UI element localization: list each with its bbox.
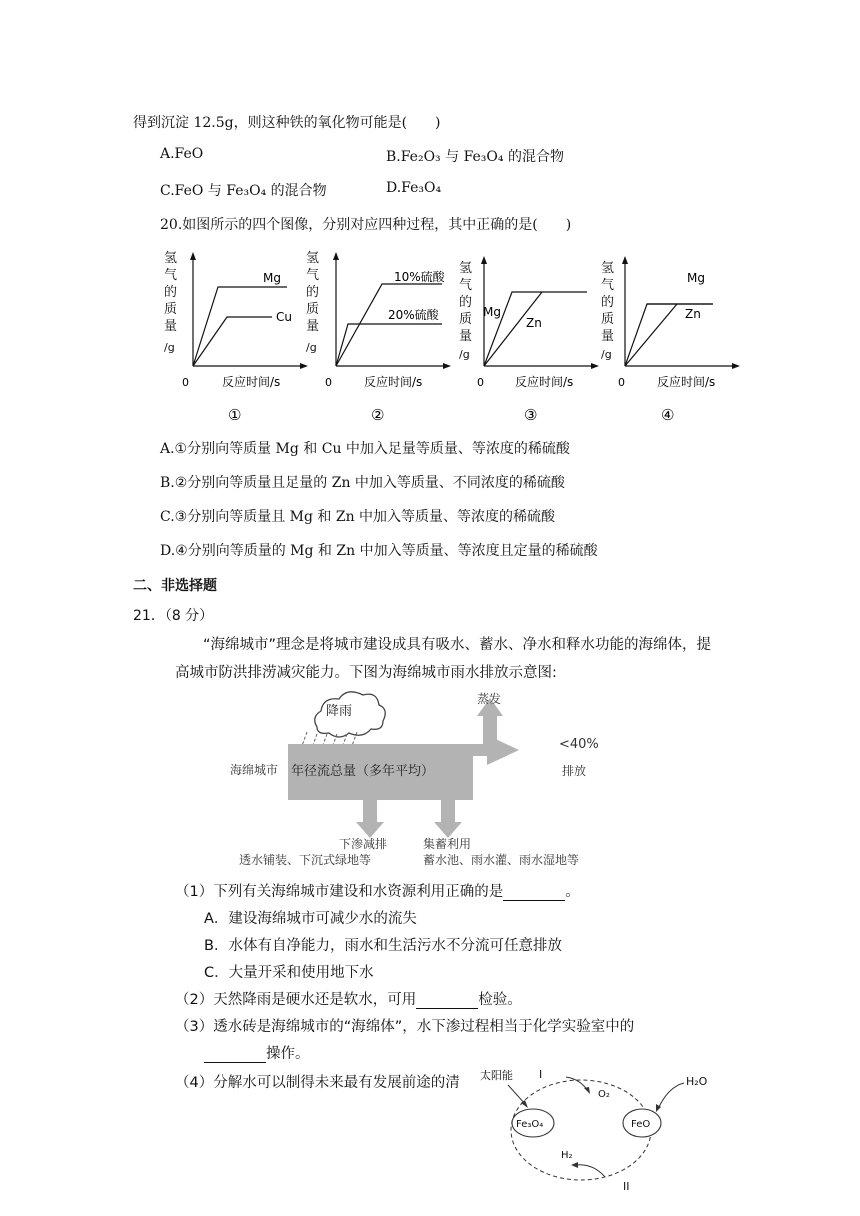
graph-number: ② xyxy=(371,406,385,424)
rain-label: 降雨 xyxy=(326,704,353,719)
y-axis-arrow xyxy=(333,252,339,260)
graph-1 xyxy=(160,248,310,428)
infiltration-arrow xyxy=(356,800,384,838)
h2-arrowhead xyxy=(571,1162,578,1168)
feo-label: FeO xyxy=(631,1119,651,1130)
ylabel-char: 量 xyxy=(306,319,320,334)
xlabel: 反应时间/s xyxy=(515,375,574,389)
q20-stem: 20.如图所示的四个图像，分别对应四种过程，其中正确的是( ) xyxy=(160,217,572,233)
ylabel-unit: /g xyxy=(459,348,470,361)
upper-label: Mg xyxy=(263,271,281,285)
ylabel-unit: /g xyxy=(164,341,175,354)
origin-label: 0 xyxy=(182,376,189,389)
xlabel: 反应时间/s xyxy=(657,375,716,389)
q19-option-a: A.FeO xyxy=(160,146,204,162)
ylabel-char: 气 xyxy=(306,268,320,283)
q20-option-b: B.②分别向等质量且足量的 Zn 中加入等质量、不同浓度的稀硫酸 xyxy=(160,475,565,491)
infiltration-examples: 透水铺装、下沉式绿地等 xyxy=(239,853,372,867)
q21-intro-line2: 高城市防洪排涝减灾能力。下图为海绵城市雨水排放示意图: xyxy=(175,665,557,681)
upper-label: Mg xyxy=(687,271,705,285)
ylabel-char: 质 xyxy=(601,312,615,327)
part3-end: 操作。 xyxy=(266,1046,310,1062)
ylabel-char: 质 xyxy=(164,302,178,317)
ylabel-char: 氢 xyxy=(459,261,473,276)
part2-end: 检验。 xyxy=(478,992,522,1008)
part1-end: 。 xyxy=(565,884,580,900)
q20-option-a: A.①分别向等质量 Mg 和 Cu 中加入足量等质量、等浓度的稀硫酸 xyxy=(160,441,570,457)
curve-upper xyxy=(336,284,442,366)
ylabel-char: 的 xyxy=(601,295,615,310)
ylabel-char: 气 xyxy=(601,278,615,293)
q19-option-b: B.Fe₂O₃ 与 Fe₃O₄ 的混合物 xyxy=(386,149,564,165)
origin-label: 0 xyxy=(477,376,484,389)
curve-upper xyxy=(193,287,287,366)
ylabel-char: 质 xyxy=(306,302,320,317)
q21-part1-option-c: C．大量开采和使用地下水 xyxy=(204,965,374,981)
discharge-label: 排放 xyxy=(562,764,587,778)
q19-option-d: D.Fe₃O₄ xyxy=(386,180,442,196)
storage-label: 集蓄利用 xyxy=(423,837,472,851)
q21-part1-option-b: B．水体有自净能力，雨水和生活污水不分流可任意排放 xyxy=(204,938,562,954)
lower-label: Zn xyxy=(526,316,542,330)
section-heading: 二、非选择题 xyxy=(133,578,217,594)
ylabel-char: 的 xyxy=(306,285,320,300)
h2-label: H₂ xyxy=(561,1150,573,1161)
ylabel-char: 氢 xyxy=(601,261,615,276)
ylabel-unit: /g xyxy=(601,348,612,361)
graph-number: ③ xyxy=(524,406,538,424)
sponge-city-diagram xyxy=(225,682,615,872)
x-axis-arrow xyxy=(443,363,451,369)
xlabel: 反应时间/s xyxy=(222,375,281,389)
q21-part3-line2 xyxy=(204,1042,310,1063)
answer-blank[interactable] xyxy=(204,1048,266,1063)
iron-oxide-cycle-diagram xyxy=(470,1063,730,1213)
q21-intro-line1: “海绵城市”理念是将城市建设成具有吸水、蓄水、净水和释水功能的海绵体，提 xyxy=(203,637,712,653)
step-2-label: II xyxy=(623,1180,630,1193)
curve-lower xyxy=(336,324,442,366)
ylabel-char: 气 xyxy=(164,268,178,283)
q20-option-c: C.③分别向等质量且 Mg 和 Zn 中加入等质量、等浓度的稀硫酸 xyxy=(160,509,556,525)
x-axis-arrow xyxy=(732,363,740,369)
lower-label: Zn xyxy=(685,307,701,321)
ylabel-char: 量 xyxy=(164,319,178,334)
solar-label: 太阳能 xyxy=(480,1069,513,1082)
q19-option-c: C.FeO 与 Fe₃O₄ 的混合物 xyxy=(160,183,327,199)
graph-3 xyxy=(455,248,605,428)
upper-label: 10%硫酸 xyxy=(394,270,445,284)
bar-label: 年径流总量（多年平均） xyxy=(291,764,435,779)
lower-label: Cu xyxy=(276,310,292,324)
ylabel-char: 氢 xyxy=(306,251,320,266)
discharge-percent: <40% xyxy=(559,737,599,752)
q21-part4: （4）分解水可以制得未来最有发展前途的清 xyxy=(175,1075,460,1091)
q21-part2 xyxy=(175,988,522,1009)
ylabel-char: 量 xyxy=(601,329,615,344)
o2-label: O₂ xyxy=(598,1089,610,1100)
q21-number: 21．（8 分） xyxy=(133,608,214,624)
water-arrow xyxy=(658,1083,684,1109)
ylabel-char: 量 xyxy=(459,329,473,344)
city-label: 海绵城市 xyxy=(230,763,279,777)
step-1-label: I xyxy=(539,1068,543,1081)
lower-label: 20%硫酸 xyxy=(388,308,439,322)
graph-2 xyxy=(302,248,457,428)
answer-blank[interactable] xyxy=(416,994,478,1009)
graph-number: ④ xyxy=(661,406,675,424)
ylabel-char: 的 xyxy=(164,285,178,300)
origin-label: 0 xyxy=(618,376,625,389)
evaporation-label: 蒸发 xyxy=(477,692,502,706)
xlabel: 反应时间/s xyxy=(364,375,423,389)
y-axis-arrow xyxy=(481,256,487,264)
water-label: H₂O xyxy=(686,1075,708,1088)
part1-text: （1）下列有关海绵城市建设和水资源利用正确的是 xyxy=(175,884,504,900)
upper-label: Mg xyxy=(483,305,501,319)
h2-arrow xyxy=(575,1165,605,1177)
part2-text: （2）天然降雨是硬水还是软水，可用 xyxy=(175,992,417,1008)
storage-examples: 蓄水池、雨水灌、雨水湿地等 xyxy=(423,853,580,867)
q21-part1 xyxy=(175,880,580,901)
fe3o4-label: Fe₃O₄ xyxy=(516,1119,544,1130)
answer-blank[interactable] xyxy=(503,886,565,901)
origin-label: 0 xyxy=(325,376,332,389)
y-axis-arrow xyxy=(622,256,628,264)
o2-arrowhead xyxy=(584,1087,590,1094)
curve-lower xyxy=(193,317,272,366)
y-axis-arrow xyxy=(190,252,196,260)
ylabel-char: 氢 xyxy=(164,251,178,266)
infiltration-label: 下渗减排 xyxy=(339,837,388,851)
o2-arrow xyxy=(566,1077,588,1091)
q21-part1-option-a: A．建设海绵城市可减少水的流失 xyxy=(204,911,417,927)
q20-option-d: D.④分别向等质量的 Mg 和 Zn 中加入等质量、等浓度且定量的稀硫酸 xyxy=(160,543,598,559)
q19-stem: 得到沉淀 12.5g，则这种铁的氧化物可能是( ) xyxy=(133,115,441,131)
ylabel-char: 质 xyxy=(459,312,473,327)
q21-part3: （3）透水砖是海绵城市的“海绵体”，水下渗过程相当于化学实验室中的 xyxy=(175,1019,635,1035)
ylabel-char: 的 xyxy=(459,295,473,310)
graph-number: ① xyxy=(228,406,242,424)
ylabel-unit: /g xyxy=(306,341,317,354)
graph-4 xyxy=(597,248,747,428)
curve-mg-rise xyxy=(625,304,677,366)
ylabel-char: 气 xyxy=(459,278,473,293)
